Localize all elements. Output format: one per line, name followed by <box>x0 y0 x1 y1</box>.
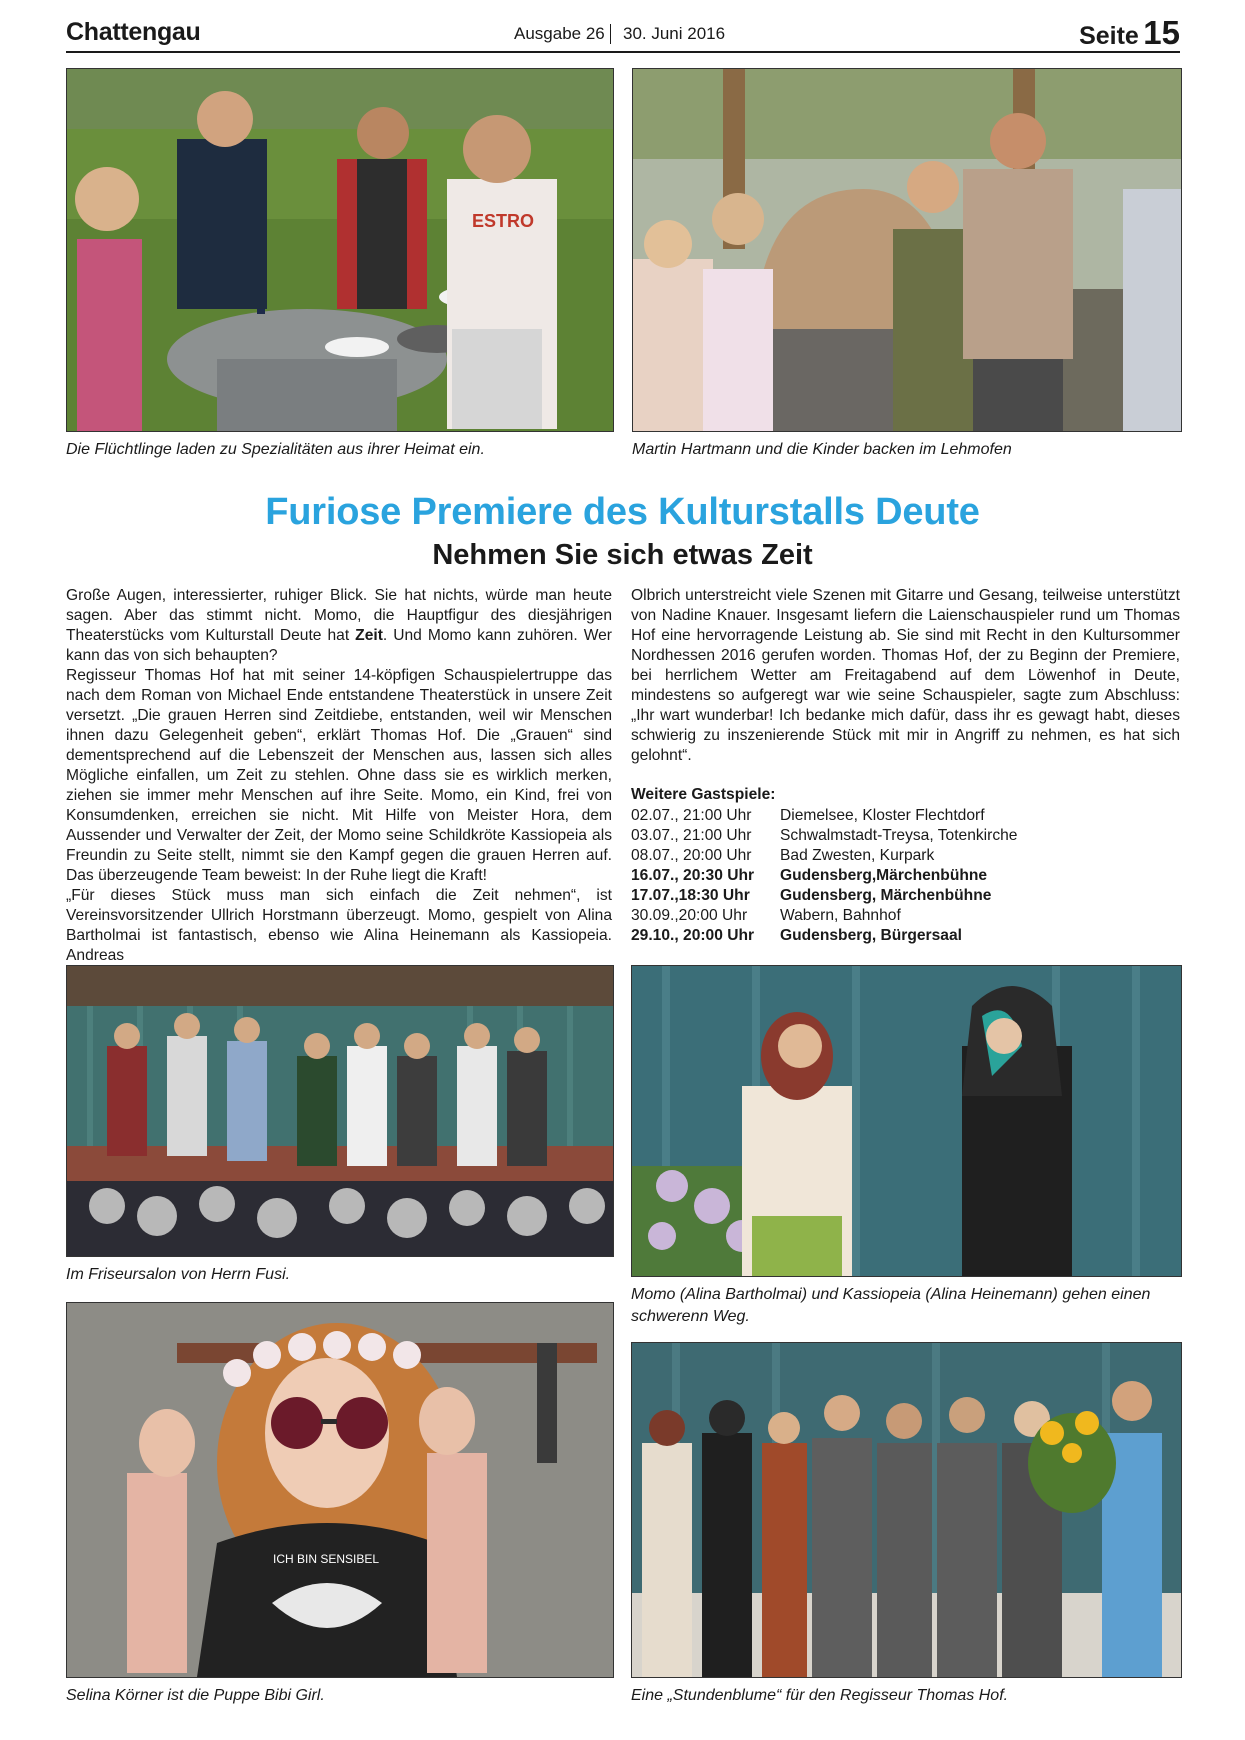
header-rule <box>66 51 1180 53</box>
photo-clay-oven <box>632 68 1182 432</box>
caption-photo-4-line-1: Momo (Alina Bartholmai) und Kassiopeia (Alina Heinemann) gehen einen <box>631 1286 1151 1303</box>
caption-photo-2: Martin Hartmann und die Kinder backen im Lehmofen <box>632 441 1012 458</box>
article-headline: Furiose Premiere des Kulturstalls Deute <box>265 491 980 533</box>
issue-number: Ausgabe 26 <box>514 24 605 43</box>
photo-sunflower-director <box>631 1342 1182 1678</box>
page-header <box>66 14 1180 50</box>
caption-photo-1: Die Flüchtlinge laden zu Spezialitäten aus ihrer Heimat ein. <box>66 441 485 458</box>
article-paragraph-2: Regisseur Thomas Hof hat mit seiner 14-köpfigen Schauspielertruppe das nach dem Roman von Michael Ende entstandene Theaterstück in unsere Zeit versetzt. „Die grauen Herren sind Zeitdiebe, entstanden, weil wir Menschen ihnen dazu Gelegenheit geben“, erklärt Thomas Hof. Die „Grauen“ sind dementsprechend auf die Lebenszeit der Menschen aus, lassen sich alles Mögliche einfallen, um Zeit zu stehlen. Ohne dass sie es wirklich merken, ziehen sie immer mehr Menschen auf ihre Seite. Momo, ein Kind, frei von Konsumdenken, erreichen sie nicht. Mit Hilfe von Meister Hora, dem Aussender und Verwalter der Zeit, der Momo seine Schildkröte Kassiopeia als Freundin zu Seite stellt, nimmt sie den Kampf gegen die grauen Herren auf. Das überzeugende Team beweist: In der Ruhe liegt die Kraft! <box>66 667 612 884</box>
page-label: Seite <box>1079 22 1139 50</box>
bold-word: Zeit <box>355 627 383 644</box>
page-number-value: 15 <box>1143 14 1180 51</box>
issue-date: 30. Juni 2016 <box>623 24 726 43</box>
photo-refugees-buffet <box>66 68 614 432</box>
gastspiel-row: 03.07., 21:00 Uhr Schwalmstadt-Treysa, Totenkirche <box>631 827 1018 844</box>
gastspiel-row: 16.07., 20:30 Uhr Gudensberg,Märchenbühne <box>631 867 988 884</box>
article-column-right <box>631 586 1180 766</box>
article-paragraph-3: „Für dieses Stück muss man sich einfach die Zeit nehmen“, ist Vereinsvorsitzender Ullrich Horstmann überzeugt. Momo, gespielt von Alina Bartholmai ist fantastisch, ebenso wie Alina Heinemann als Kassiopeia. Andreas <box>66 887 612 964</box>
gastspiel-row: 17.07.,18:30 Uhr Gudensberg, Märchenbühne <box>631 887 992 904</box>
page-number <box>1079 14 1180 52</box>
shirt-print-2: ICH BIN SENSIBEL <box>273 1552 380 1566</box>
article-column-left <box>66 586 612 966</box>
gastspiele-heading: Weitere Gastspiele: <box>631 786 776 803</box>
gastspiele-list <box>631 806 1181 946</box>
shirt-print: ESTRO <box>472 211 535 231</box>
header-divider <box>610 24 611 44</box>
article-subheadline: Nehmen Sie sich etwas Zeit <box>432 539 813 571</box>
section-title: Chattengau <box>66 18 201 46</box>
caption-photo-5: Selina Körner ist die Puppe Bibi Girl. <box>66 1687 325 1704</box>
caption-photo-6: Eine „Stundenblume“ für den Regisseur Thomas Hof. <box>631 1687 1009 1704</box>
article-paragraph-4: Olbrich unterstreicht viele Szenen mit Gitarre und Gesang, teilweise unterstützt von Nadine Knauer. Insgesamt liefern die Laienschauspieler rund um Thomas Hof eine hervorragende Leistung ab. Sie sind mit Recht in den Kultursommer Nordhessen 2016 gerufen worden. Thomas Hof, der zu Beginn der Premiere, bei herrlichem Wetter am Freitagabend auf dem Löwenhof in Deute, mindestens so aufgeregt war wie seine Schauspieler, sagte zum Abschluss: „Ihr wart wunderbar! Ich bedanke mich dafür, dass ihr es gewagt habt, dieses schwierig zu inszenierende Stück mit mir in Angriff zu nehmen, es hat sich gelohnt“. <box>631 587 1180 764</box>
caption-photo-4 <box>631 1284 1180 1328</box>
article-paragraph-1: Große Augen, interessierter, ruhiger Blick. Sie hat nichts, würde man heute sagen. Aber das stimmt nicht. Momo, die Hauptfigur des diesjährigen Theaterstücks vom Kulturstall Deute hat Zeit. Und Momo kann zuhören. Wer kann das von sich behaupten? <box>66 587 612 664</box>
gastspiel-row: 02.07., 21:00 Uhr Diemelsee, Kloster Flechtdorf <box>631 807 985 824</box>
caption-photo-3: Im Friseursalon von Herrn Fusi. <box>66 1266 291 1283</box>
gastspiel-row: 30.09.,20:00 Uhr Wabern, Bahnhof <box>631 907 901 924</box>
gastspiel-row: 08.07., 20:00 Uhr Bad Zwesten, Kurpark <box>631 847 935 864</box>
photo-stage-barber <box>66 965 614 1257</box>
caption-photo-4-line-2: schwerenn Weg. <box>631 1308 750 1325</box>
photo-momo-kassiopeia <box>631 965 1182 1277</box>
gastspiel-row: 29.10., 20:00 Uhr Gudensberg, Bürgersaal <box>631 927 962 944</box>
photo-bibi-girl <box>66 1302 614 1678</box>
